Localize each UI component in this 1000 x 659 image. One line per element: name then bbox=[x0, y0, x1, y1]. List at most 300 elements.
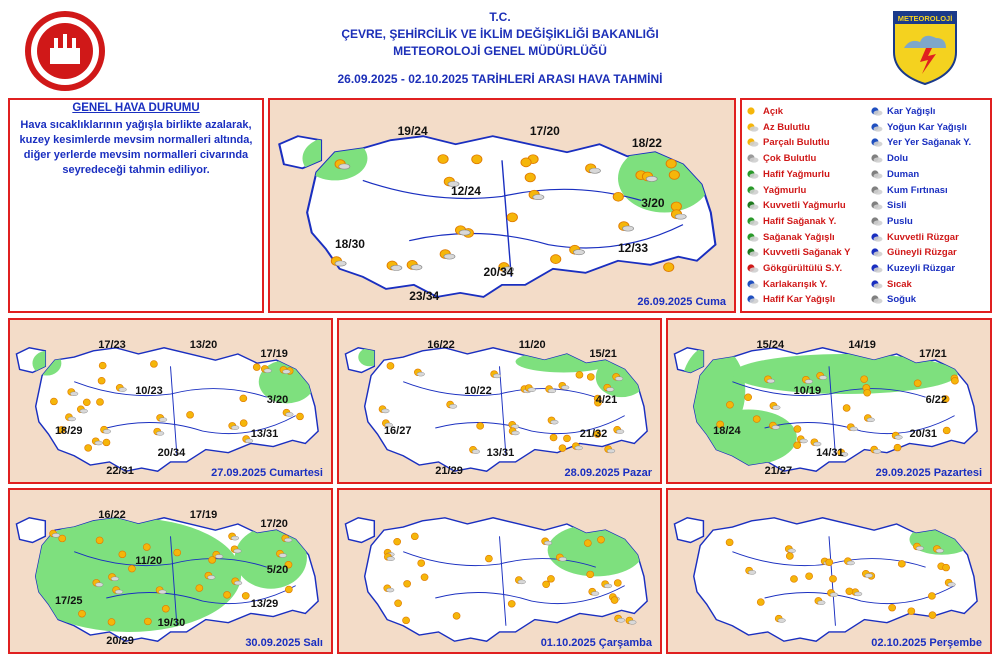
sun-icon bbox=[196, 585, 203, 592]
cloud-icon bbox=[382, 409, 390, 413]
temperature-range: 14/31 bbox=[816, 446, 844, 459]
cloud-icon bbox=[767, 379, 775, 383]
sun-icon bbox=[929, 612, 936, 619]
cloud-icon bbox=[284, 538, 292, 542]
sun-icon bbox=[240, 395, 247, 402]
cloud-icon bbox=[533, 194, 544, 199]
cloud-icon bbox=[607, 449, 615, 453]
temperature-range: 23/34 bbox=[409, 288, 440, 303]
sun-icon bbox=[150, 361, 157, 368]
sun-icon bbox=[96, 537, 103, 544]
forecast-map-day6 bbox=[337, 488, 662, 654]
cloud-icon bbox=[948, 582, 956, 586]
map-date-label: 30.09.2025 Salı bbox=[245, 637, 323, 649]
sun-icon bbox=[587, 374, 594, 381]
cloud-icon bbox=[616, 430, 624, 434]
weather-symbol-icon bbox=[870, 279, 883, 290]
cloud-icon bbox=[544, 541, 552, 545]
legend-label: Güneyli Rüzgar bbox=[887, 247, 957, 259]
temperature-range: 3/20 bbox=[266, 394, 289, 407]
forecast-map-day7 bbox=[666, 488, 992, 654]
cloud-icon bbox=[283, 370, 291, 374]
cloud-icon bbox=[68, 417, 76, 421]
header bbox=[0, 0, 1000, 96]
general-weather-text: Hava sıcaklıklarının yağışla birlikte azalarak, kuzey kesimlerde mevsim normalleri altında, diğer yerlerde mevsim normalleri civarında seyredeceği tahmin ediliyor. bbox=[19, 119, 253, 176]
sun-icon bbox=[726, 539, 733, 546]
weather-symbol-icon bbox=[746, 279, 759, 290]
legend-label: Sisli bbox=[887, 200, 907, 212]
weather-symbol-icon bbox=[870, 294, 883, 305]
cloud-icon bbox=[854, 592, 862, 596]
cloud-icon bbox=[629, 620, 637, 624]
temperature-range: 4/21 bbox=[595, 394, 618, 407]
sun-icon bbox=[943, 564, 950, 571]
sun-icon bbox=[78, 610, 85, 617]
sun-icon bbox=[394, 538, 401, 545]
cloud-icon bbox=[512, 431, 520, 435]
cloud-icon bbox=[867, 418, 875, 422]
legend-label: Kuvvetli Yağmurlu bbox=[763, 200, 846, 212]
cloud-icon bbox=[573, 250, 584, 255]
cloud-icon bbox=[778, 618, 786, 622]
sun-icon bbox=[411, 533, 418, 540]
cloud-icon bbox=[865, 574, 873, 578]
cloud-icon bbox=[805, 380, 813, 384]
temperature-range: 17/25 bbox=[54, 594, 83, 607]
turkey-map bbox=[668, 490, 990, 652]
sun-icon bbox=[209, 557, 216, 564]
weather-symbol-icon bbox=[746, 200, 759, 211]
legend-label: Karlakarışık Y. bbox=[763, 278, 828, 290]
rain-area bbox=[235, 527, 307, 589]
legend-item bbox=[746, 279, 827, 290]
weather-symbol-icon bbox=[870, 169, 883, 180]
forecast-map-day5 bbox=[8, 488, 333, 654]
cloud-icon bbox=[339, 164, 350, 169]
header-ministry: ÇEVRE, ŞEHİRCİLİK VE İKLİM DEĞİŞİKLİĞİ BAKANLIĞI bbox=[341, 27, 659, 41]
sun-icon bbox=[242, 592, 249, 599]
legend-label: Sıcak bbox=[887, 278, 912, 290]
cloud-icon bbox=[159, 590, 167, 594]
temperature-range: 18/24 bbox=[713, 424, 741, 437]
cloud-icon bbox=[748, 570, 756, 574]
legend-label: Puslu bbox=[887, 215, 913, 227]
temperature-range: 21/32 bbox=[579, 428, 608, 440]
cloud-icon bbox=[115, 590, 123, 594]
temperature-range: 18/29 bbox=[54, 424, 83, 437]
cloud-icon bbox=[234, 581, 242, 585]
legend-item bbox=[746, 200, 846, 211]
legend-label: Sağanak Yağışlı bbox=[763, 231, 835, 243]
temperature-range: 12/24 bbox=[450, 184, 481, 199]
cloud-icon bbox=[518, 580, 526, 584]
legend-item bbox=[870, 137, 971, 148]
general-weather-panel bbox=[8, 98, 264, 313]
legend-item bbox=[746, 294, 835, 305]
cloud-icon bbox=[528, 388, 536, 392]
cloud-icon bbox=[850, 427, 858, 431]
cloud-icon bbox=[286, 412, 294, 416]
cloud-icon bbox=[800, 439, 808, 443]
rain-area bbox=[32, 351, 61, 376]
cloud-icon bbox=[819, 376, 827, 380]
sun-icon bbox=[584, 540, 591, 547]
weather-symbol-icon bbox=[746, 137, 759, 148]
legend-item bbox=[746, 122, 810, 133]
map-date-label: 01.10.2025 Çarşamba bbox=[540, 637, 652, 649]
legend-label: Kum Fırtınası bbox=[887, 184, 948, 196]
legend-label: Gökgürültülü S.Y. bbox=[763, 263, 843, 274]
cloud-icon bbox=[156, 431, 164, 435]
legend-label: Yer Yer Sağanak Y. bbox=[887, 137, 972, 149]
weather-symbol-icon bbox=[746, 106, 759, 117]
cloud-icon bbox=[817, 601, 825, 605]
weather-symbol-icon bbox=[746, 169, 759, 180]
temperature-range: 16/27 bbox=[383, 424, 412, 437]
map-date-label: 29.09.2025 Pazartesi bbox=[875, 467, 982, 479]
temperature-range: 20/34 bbox=[483, 264, 514, 279]
sun-icon bbox=[143, 544, 150, 551]
legend-item bbox=[746, 169, 830, 180]
sun-icon bbox=[395, 600, 402, 607]
rain-area bbox=[358, 348, 380, 367]
header-line-1: T.C. bbox=[489, 10, 511, 24]
sun-icon bbox=[144, 618, 151, 625]
weather-symbol-icon bbox=[746, 294, 759, 305]
rain-area bbox=[548, 524, 644, 576]
sun-icon bbox=[563, 435, 570, 442]
sun-icon bbox=[806, 573, 813, 580]
legend-item bbox=[746, 232, 835, 243]
cloud-icon bbox=[548, 389, 556, 393]
cloud-icon bbox=[830, 593, 838, 597]
legend-item bbox=[870, 200, 907, 211]
cloud-icon bbox=[559, 557, 567, 561]
cloud-icon bbox=[80, 409, 88, 413]
cloud-icon bbox=[103, 429, 111, 433]
sun-icon bbox=[472, 155, 482, 164]
sun-icon bbox=[666, 159, 676, 168]
forecast-map-day2 bbox=[8, 318, 333, 484]
sun-icon bbox=[611, 597, 618, 604]
cloud-icon bbox=[916, 546, 924, 550]
cloud-icon bbox=[615, 377, 623, 381]
temperature-range: 18/30 bbox=[334, 236, 365, 251]
temperature-range: 5/20 bbox=[266, 564, 289, 577]
cloud-icon bbox=[95, 583, 103, 587]
legend-item bbox=[870, 169, 919, 180]
general-weather-title: GENEL HAVA DURUMU bbox=[72, 102, 200, 114]
turkey-map bbox=[339, 490, 660, 652]
temperature-range: 13/20 bbox=[189, 338, 218, 351]
temperature-range: 21/27 bbox=[764, 465, 793, 478]
legend-item bbox=[870, 279, 912, 290]
thrace-region bbox=[16, 518, 45, 543]
cloud-icon bbox=[449, 404, 457, 408]
sun-icon bbox=[669, 170, 679, 179]
weather-symbol-icon bbox=[870, 185, 883, 196]
temperature-range: 20/34 bbox=[157, 446, 186, 459]
temperature-range: 16/22 bbox=[427, 338, 455, 351]
sun-icon bbox=[50, 398, 57, 405]
rain-area bbox=[302, 136, 367, 180]
sun-icon bbox=[418, 560, 425, 567]
temperature-range: 17/19 bbox=[189, 508, 218, 521]
temperature-range: 13/31 bbox=[250, 428, 279, 440]
sun-icon bbox=[525, 173, 535, 182]
sun-icon bbox=[187, 411, 194, 418]
temperature-range: 13/31 bbox=[486, 446, 515, 459]
sun-icon bbox=[829, 575, 836, 582]
legend-label: Parçalı Bulutlu bbox=[763, 137, 830, 149]
legend-item bbox=[870, 122, 967, 133]
cloud-icon bbox=[234, 549, 242, 553]
temperature-range: 11/20 bbox=[135, 554, 163, 567]
weather-symbol-icon bbox=[746, 247, 759, 258]
cloud-icon bbox=[411, 265, 422, 270]
temperature-range: 13/29 bbox=[250, 598, 279, 610]
cloud-icon bbox=[606, 387, 614, 391]
map-date-label: 26.09.2025 Cuma bbox=[637, 296, 726, 308]
legend-label: Açık bbox=[763, 106, 784, 117]
sun-icon bbox=[928, 593, 935, 600]
weather-symbol-icon bbox=[870, 232, 883, 243]
forecast-map-day1 bbox=[268, 98, 736, 313]
sun-icon bbox=[404, 580, 411, 587]
temperature-range: 16/22 bbox=[98, 508, 126, 521]
legend-item bbox=[870, 153, 908, 164]
temperature-range: 11/20 bbox=[518, 338, 546, 351]
sun-icon bbox=[543, 581, 550, 588]
cloud-icon bbox=[561, 385, 569, 389]
cloud-icon bbox=[575, 446, 583, 450]
legend-label: Kuzeyli Rüzgar bbox=[887, 263, 956, 274]
map-date-label: 02.10.2025 Perşembe bbox=[871, 637, 982, 649]
temperature-range: 18/22 bbox=[631, 136, 662, 151]
sun-icon bbox=[914, 380, 921, 387]
thrace-region bbox=[345, 518, 374, 543]
sun-icon bbox=[908, 608, 915, 615]
legend-item bbox=[870, 263, 955, 274]
sun-icon bbox=[453, 612, 460, 619]
rain-area bbox=[700, 409, 797, 465]
rain-area bbox=[732, 354, 957, 394]
weather-symbol-icon bbox=[870, 106, 883, 117]
temperature-range: 15/21 bbox=[589, 347, 617, 360]
temperature-range: 20/29 bbox=[106, 635, 134, 648]
cloud-icon bbox=[444, 254, 455, 259]
cloud-icon bbox=[459, 230, 470, 235]
legend-label: Yoğun Kar Yağışlı bbox=[887, 121, 967, 133]
sun-icon bbox=[174, 549, 181, 556]
sun-icon bbox=[794, 442, 801, 449]
legend-item bbox=[746, 247, 850, 258]
cloud-icon bbox=[675, 214, 686, 219]
sun-icon bbox=[757, 599, 764, 606]
legend-item bbox=[870, 185, 948, 196]
legend-item bbox=[746, 216, 836, 227]
cloud-icon bbox=[646, 176, 657, 181]
weather-symbol-icon bbox=[746, 216, 759, 227]
cloud-icon bbox=[813, 442, 821, 446]
sun-icon bbox=[843, 405, 850, 412]
cloud-icon bbox=[847, 561, 855, 565]
cloud-icon bbox=[936, 549, 944, 553]
weather-symbol-icon bbox=[746, 185, 759, 196]
cloud-icon bbox=[591, 591, 599, 595]
cloud-icon bbox=[279, 553, 287, 557]
weather-symbol-icon bbox=[870, 247, 883, 258]
cloud-icon bbox=[772, 406, 780, 410]
sun-icon bbox=[745, 394, 752, 401]
sun-icon bbox=[753, 416, 760, 423]
legend-label: Az Bulutlu bbox=[763, 121, 810, 133]
temperature-range: 6/22 bbox=[925, 394, 948, 407]
sun-icon bbox=[726, 401, 733, 408]
sun-icon bbox=[943, 427, 950, 434]
weather-symbol-icon bbox=[746, 232, 759, 243]
sun-icon bbox=[786, 553, 793, 560]
cloud-icon bbox=[617, 618, 625, 622]
sun-icon bbox=[547, 575, 554, 582]
cloud-icon bbox=[70, 392, 78, 396]
sun-icon bbox=[861, 376, 868, 383]
sun-icon bbox=[846, 588, 853, 595]
cloud-icon bbox=[589, 168, 600, 173]
sun-icon bbox=[477, 423, 484, 430]
sun-icon bbox=[507, 213, 517, 222]
cloud-icon bbox=[264, 369, 272, 373]
sun-icon bbox=[108, 619, 115, 626]
cloud-icon bbox=[417, 372, 425, 376]
cloud-icon bbox=[493, 374, 501, 378]
temperature-range: 17/19 bbox=[260, 347, 288, 360]
rain-areas bbox=[548, 524, 644, 576]
cloud-icon bbox=[604, 584, 612, 588]
sun-icon bbox=[98, 377, 105, 384]
cloud-icon bbox=[788, 549, 796, 553]
cloud-icon bbox=[159, 418, 167, 422]
temperature-range: 17/21 bbox=[919, 347, 947, 360]
forecast-map-day4 bbox=[666, 318, 992, 484]
sun-icon bbox=[521, 158, 531, 167]
legend-label: Soğuk bbox=[887, 294, 917, 306]
cloud-icon bbox=[52, 533, 60, 537]
sun-icon bbox=[550, 434, 557, 441]
sun-icon bbox=[894, 444, 901, 451]
legend-item bbox=[870, 232, 959, 243]
sun-icon bbox=[162, 605, 169, 612]
legend-item bbox=[746, 153, 816, 164]
sun-icon bbox=[485, 555, 492, 562]
meteoroloji-logo-text: METEOROLOJİ bbox=[897, 14, 953, 23]
sun-icon bbox=[826, 559, 833, 566]
weather-symbol-icon bbox=[746, 263, 759, 274]
sun-icon bbox=[889, 604, 896, 611]
map-date-label: 27.09.2025 Cumartesi bbox=[211, 467, 323, 479]
legend-item bbox=[870, 247, 957, 258]
temperature-range: 3/20 bbox=[641, 196, 665, 211]
legend-label: Dolu bbox=[887, 153, 909, 165]
legend-item bbox=[746, 185, 806, 196]
cloud-icon bbox=[873, 449, 881, 453]
forecast-map-day3 bbox=[337, 318, 662, 484]
weather-symbol-icon bbox=[870, 263, 883, 274]
legend-item bbox=[870, 216, 913, 227]
legend-item bbox=[870, 106, 935, 117]
temperature-range: 19/24 bbox=[397, 124, 428, 139]
sun-icon bbox=[559, 445, 566, 452]
temperature-range: 19/30 bbox=[157, 616, 186, 629]
sun-icon bbox=[898, 560, 905, 567]
weather-symbol-icon bbox=[870, 200, 883, 211]
legend-label: Kar Yağışlı bbox=[887, 106, 936, 117]
temperature-range: 15/24 bbox=[756, 338, 785, 351]
weather-symbol-icon bbox=[746, 153, 759, 164]
cloud-icon bbox=[387, 557, 395, 561]
sun-icon bbox=[438, 155, 448, 164]
meteoroloji-logo-icon bbox=[890, 8, 960, 86]
sun-icon bbox=[96, 399, 103, 406]
cloud-icon bbox=[551, 420, 559, 424]
temperature-range: 17/23 bbox=[98, 338, 126, 351]
sun-icon bbox=[790, 576, 797, 583]
sun-icon bbox=[296, 413, 303, 420]
legend-label: Hafif Yağmurlu bbox=[763, 168, 830, 180]
sun-icon bbox=[664, 263, 674, 272]
sun-icon bbox=[387, 362, 394, 369]
sun-icon bbox=[240, 420, 247, 427]
sun-icon bbox=[613, 192, 623, 201]
cloud-icon bbox=[391, 265, 402, 270]
cloud-icon bbox=[622, 226, 633, 231]
temperature-range: 10/22 bbox=[464, 384, 492, 397]
temperature-range: 17/20 bbox=[260, 517, 288, 530]
sun-icon bbox=[119, 551, 126, 558]
legend-label: Kuvvetli Sağanak Y bbox=[763, 247, 851, 259]
cloud-icon bbox=[231, 536, 239, 540]
temperature-range: 14/19 bbox=[848, 338, 876, 351]
cloud-icon bbox=[111, 577, 119, 581]
temperature-range: 10/19 bbox=[793, 384, 822, 397]
cloud-icon bbox=[472, 450, 480, 454]
weather-symbol-icon bbox=[870, 137, 883, 148]
cloud-icon bbox=[895, 435, 903, 439]
header-directorate: METEOROLOJİ GENEL MÜDÜRLÜĞÜ bbox=[393, 44, 607, 58]
temperature-range: 17/20 bbox=[529, 124, 560, 139]
thrace-region bbox=[674, 518, 703, 543]
weather-symbol-icon bbox=[870, 153, 883, 164]
sun-icon bbox=[864, 389, 871, 396]
legend-item bbox=[746, 106, 783, 117]
cloud-icon bbox=[772, 425, 780, 429]
legend-label: Yağmurlu bbox=[763, 184, 807, 196]
sun-icon bbox=[551, 255, 561, 264]
sun-icon bbox=[576, 371, 583, 378]
temperature-range: 12/33 bbox=[618, 240, 649, 255]
legend-label: Kuvvetli Rüzgar bbox=[887, 231, 959, 243]
legend-panel bbox=[740, 98, 992, 313]
legend-label: Hafif Sağanak Y. bbox=[763, 215, 837, 227]
sun-icon bbox=[83, 399, 90, 406]
legend-label: Hafif Kar Yağışlı bbox=[763, 294, 836, 306]
legend-label: Duman bbox=[887, 168, 920, 180]
sun-icon bbox=[103, 439, 110, 446]
sun-icon bbox=[99, 362, 106, 369]
cloud-icon bbox=[207, 575, 215, 579]
sun-icon bbox=[285, 586, 292, 593]
ministry-logo-icon bbox=[22, 8, 108, 94]
